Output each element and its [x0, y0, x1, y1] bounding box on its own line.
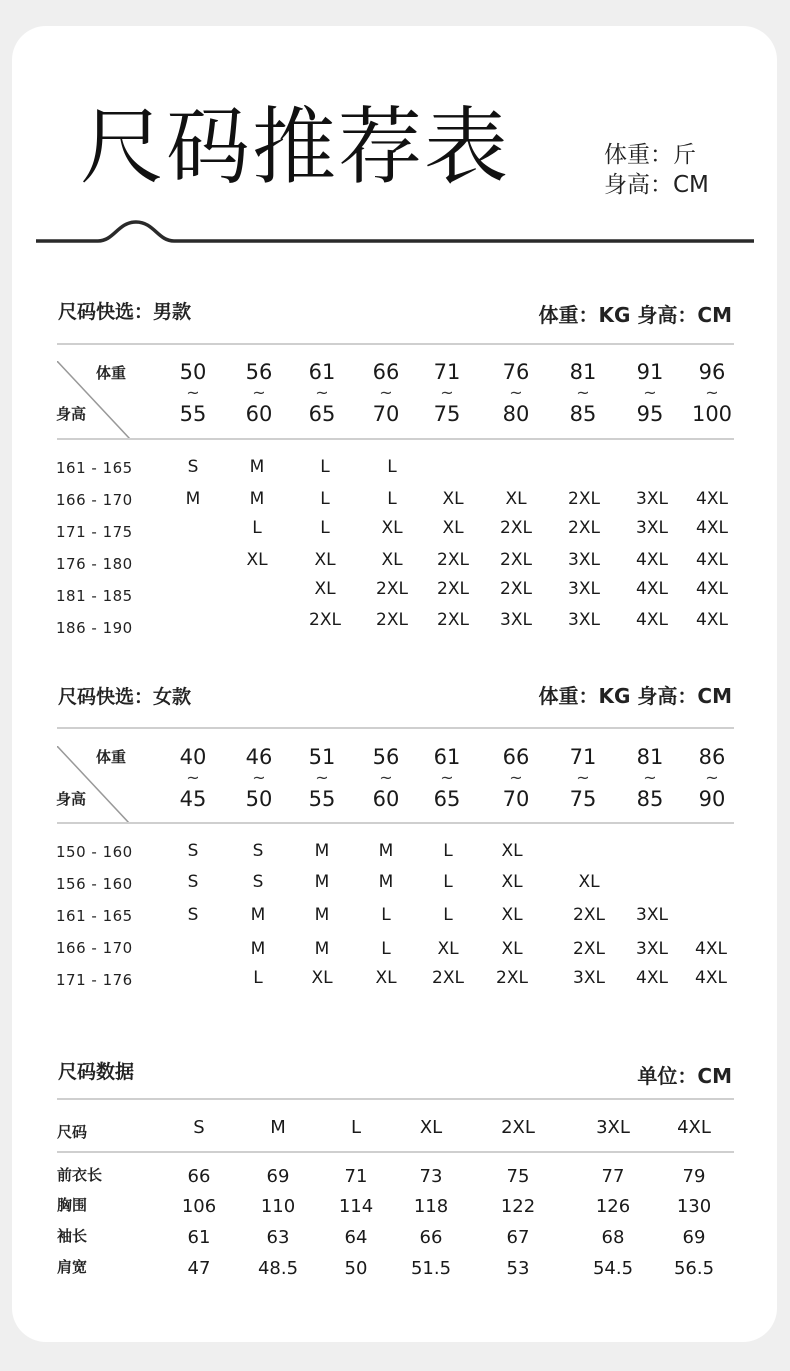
- women-size-cell: XL: [501, 939, 523, 959]
- women-weight-tilde: ~: [186, 768, 200, 787]
- women-weight-range: [682, 747, 742, 810]
- men-weight-min: 91: [636, 360, 664, 384]
- women-weight-min: 46: [245, 745, 273, 769]
- men-weight-tilde: ~: [705, 383, 719, 402]
- women-size-cell: 2XL: [432, 968, 464, 988]
- data-measurement-value: 67: [506, 1227, 530, 1248]
- data-measurement-value: 130: [676, 1196, 712, 1217]
- men-size-cell: 2XL: [437, 610, 469, 630]
- women-header-bottom-rule: [57, 822, 734, 824]
- women-size-cell: XL: [501, 905, 523, 925]
- data-measurement-value: 48.5: [257, 1258, 299, 1279]
- men-height-range-label: 171 - 175: [56, 523, 133, 541]
- women-size-cell: S: [252, 841, 264, 861]
- data-measurement-value: 73: [419, 1166, 443, 1187]
- men-weight-range: [486, 362, 546, 425]
- data-size-column-header: L: [350, 1117, 362, 1138]
- data-measurement-label: 胸围: [57, 1196, 88, 1214]
- women-height-range-label: 150 - 160: [56, 843, 133, 861]
- women-weight-range: [553, 747, 613, 810]
- men-height-range-label: 176 - 180: [56, 555, 133, 573]
- women-size-cell: XL: [501, 872, 523, 892]
- women-height-range-label: 161 - 165: [56, 907, 133, 925]
- data-measurement-label: 肩宽: [57, 1258, 88, 1276]
- women-weight-max: 75: [569, 787, 597, 811]
- data-measurement-label: 袖长: [57, 1227, 88, 1245]
- women-size-cell: 3XL: [573, 968, 605, 988]
- women-weight-tilde: ~: [252, 768, 266, 787]
- men-size-cell: 4XL: [696, 610, 728, 630]
- men-size-cell: 2XL: [309, 610, 341, 630]
- data-size-label: 尺码: [57, 1123, 88, 1141]
- women-height-axis-label: 身高: [56, 790, 87, 808]
- women-size-cell: 2XL: [496, 968, 528, 988]
- women-weight-min: 81: [636, 745, 664, 769]
- women-weight-range: [229, 747, 289, 810]
- women-size-cell: XL: [311, 968, 333, 988]
- men-size-cell: M: [249, 457, 265, 477]
- data-measurement-value: 69: [682, 1227, 706, 1248]
- men-size-cell: 4XL: [636, 579, 668, 599]
- women-size-cell: L: [253, 968, 263, 988]
- women-weight-min: 71: [569, 745, 597, 769]
- women-size-cell: 3XL: [636, 905, 668, 925]
- data-size-column-header: 3XL: [596, 1117, 630, 1138]
- women-weight-max: 90: [698, 787, 726, 811]
- women-size-cell: M: [250, 905, 266, 925]
- women-weight-max: 55: [308, 787, 336, 811]
- men-weight-range: [682, 362, 742, 425]
- data-measurement-value: 114: [338, 1196, 374, 1217]
- men-size-cell: 3XL: [636, 489, 668, 509]
- women-weight-range: [486, 747, 546, 810]
- women-weight-min: 56: [372, 745, 400, 769]
- men-weight-tilde: ~: [186, 383, 200, 402]
- men-size-cell: XL: [314, 550, 336, 570]
- data-measurement-value: 75: [506, 1166, 530, 1187]
- women-size-cell: XL: [437, 939, 459, 959]
- men-size-cell: 3XL: [568, 550, 600, 570]
- women-section-unit: 体重：KG 身高：CM: [538, 684, 732, 708]
- men-size-cell: 2XL: [437, 579, 469, 599]
- men-size-cell: 2XL: [568, 489, 600, 509]
- header-divider-wave: [36, 210, 756, 250]
- men-height-range-label: 166 - 170: [56, 491, 133, 509]
- women-weight-tilde: ~: [509, 768, 523, 787]
- women-weight-tilde: ~: [576, 768, 590, 787]
- weight-unit-note: 体重：斤: [604, 142, 696, 168]
- women-size-cell: S: [252, 872, 264, 892]
- data-measurement-value: 71: [344, 1166, 368, 1187]
- men-height-axis-label: 身高: [56, 405, 87, 423]
- women-size-cell: L: [381, 939, 391, 959]
- men-size-cell: L: [387, 489, 397, 509]
- women-size-cell: XL: [501, 841, 523, 861]
- women-size-cell: L: [443, 872, 453, 892]
- men-weight-tilde: ~: [440, 383, 454, 402]
- men-size-cell: L: [387, 457, 397, 477]
- data-measurement-value: 79: [682, 1166, 706, 1187]
- men-size-cell: L: [252, 518, 262, 538]
- men-weight-min: 81: [569, 360, 597, 384]
- data-measurement-value: 66: [187, 1166, 211, 1187]
- men-height-range-label: 181 - 185: [56, 587, 133, 605]
- men-size-cell: M: [185, 489, 201, 509]
- men-size-cell: XL: [442, 489, 464, 509]
- women-size-cell: L: [443, 841, 453, 861]
- men-weight-max: 75: [433, 402, 461, 426]
- women-size-cell: 2XL: [573, 939, 605, 959]
- women-weight-tilde: ~: [440, 768, 454, 787]
- men-weight-min: 61: [308, 360, 336, 384]
- men-size-cell: 3XL: [636, 518, 668, 538]
- men-weight-tilde: ~: [315, 383, 329, 402]
- women-weight-tilde: ~: [379, 768, 393, 787]
- men-size-cell: 4XL: [636, 550, 668, 570]
- data-measurement-value: 106: [181, 1196, 217, 1217]
- women-size-cell: M: [314, 872, 330, 892]
- men-weight-min: 96: [698, 360, 726, 384]
- men-weight-max: 60: [245, 402, 273, 426]
- data-measurement-value: 66: [419, 1227, 443, 1248]
- women-weight-range: [292, 747, 352, 810]
- men-size-cell: 3XL: [500, 610, 532, 630]
- men-size-cell: XL: [381, 550, 403, 570]
- men-weight-min: 76: [502, 360, 530, 384]
- women-size-cell: M: [314, 905, 330, 925]
- men-weight-tilde: ~: [379, 383, 393, 402]
- men-size-cell: 3XL: [568, 610, 600, 630]
- men-size-cell: XL: [505, 489, 527, 509]
- women-size-cell: S: [187, 841, 199, 861]
- women-weight-range: [163, 747, 223, 810]
- women-size-cell: 4XL: [636, 968, 668, 988]
- data-measurement-value: 64: [344, 1227, 368, 1248]
- women-weight-min: 40: [179, 745, 207, 769]
- women-size-cell: S: [187, 905, 199, 925]
- men-size-cell: XL: [314, 579, 336, 599]
- women-weight-max: 45: [179, 787, 207, 811]
- data-size-column-header: 4XL: [677, 1117, 711, 1138]
- data-size-column-header: S: [193, 1117, 205, 1138]
- men-size-cell: 3XL: [568, 579, 600, 599]
- data-measurement-value: 118: [413, 1196, 449, 1217]
- women-weight-min: 66: [502, 745, 530, 769]
- men-size-cell: 4XL: [696, 518, 728, 538]
- women-weight-min: 61: [433, 745, 461, 769]
- women-size-cell: XL: [578, 872, 600, 892]
- men-weight-range: [553, 362, 613, 425]
- men-weight-range: [356, 362, 416, 425]
- women-weight-range: [356, 747, 416, 810]
- women-weight-range: [620, 747, 680, 810]
- women-size-cell: 3XL: [636, 939, 668, 959]
- women-header-top-rule: [57, 727, 734, 729]
- men-weight-range: [292, 362, 352, 425]
- data-measurement-label: 前衣长: [57, 1166, 103, 1184]
- men-size-cell: 2XL: [500, 579, 532, 599]
- men-size-cell: M: [249, 489, 265, 509]
- women-size-cell: M: [250, 939, 266, 959]
- data-section-title: 尺码数据: [58, 1061, 135, 1083]
- men-header-top-rule: [57, 343, 734, 345]
- men-size-cell: S: [187, 457, 199, 477]
- men-weight-range: [229, 362, 289, 425]
- data-measurement-value: 110: [260, 1196, 296, 1217]
- men-weight-max: 100: [691, 402, 733, 426]
- men-weight-tilde: ~: [252, 383, 266, 402]
- data-measurement-value: 53: [506, 1258, 530, 1279]
- men-weight-max: 70: [372, 402, 400, 426]
- data-measurement-value: 54.5: [592, 1258, 634, 1279]
- men-weight-tilde: ~: [576, 383, 590, 402]
- women-size-cell: XL: [375, 968, 397, 988]
- women-weight-tilde: ~: [705, 768, 719, 787]
- women-size-cell: S: [187, 872, 199, 892]
- men-size-cell: 2XL: [500, 518, 532, 538]
- men-weight-axis-label: 体重: [96, 364, 127, 382]
- women-weight-max: 70: [502, 787, 530, 811]
- data-measurement-value: 68: [601, 1227, 625, 1248]
- women-weight-tilde: ~: [315, 768, 329, 787]
- women-height-range-label: 156 - 160: [56, 875, 133, 893]
- men-size-cell: 4XL: [636, 610, 668, 630]
- women-height-range-label: 166 - 170: [56, 939, 133, 957]
- women-section-title: 尺码快选：女款: [58, 686, 192, 708]
- men-size-cell: 2XL: [500, 550, 532, 570]
- data-header-top-rule: [57, 1098, 734, 1100]
- men-size-cell: XL: [381, 518, 403, 538]
- women-weight-axis-label: 体重: [96, 748, 127, 766]
- men-weight-tilde: ~: [509, 383, 523, 402]
- women-weight-tilde: ~: [643, 768, 657, 787]
- women-weight-range: [417, 747, 477, 810]
- men-size-cell: 2XL: [437, 550, 469, 570]
- men-weight-max: 85: [569, 402, 597, 426]
- women-weight-max: 50: [245, 787, 273, 811]
- men-size-cell: 4XL: [696, 489, 728, 509]
- height-unit-note: 身高：CM: [604, 172, 709, 198]
- women-weight-max: 85: [636, 787, 664, 811]
- data-size-column-header: XL: [419, 1117, 443, 1138]
- data-measurement-value: 47: [187, 1258, 211, 1279]
- women-size-cell: M: [378, 872, 394, 892]
- men-section-title: 尺码快选：男款: [58, 301, 192, 323]
- women-height-range-label: 171 - 176: [56, 971, 133, 989]
- data-measurement-value: 69: [266, 1166, 290, 1187]
- men-size-cell: XL: [246, 550, 268, 570]
- men-height-range-label: 161 - 165: [56, 459, 133, 477]
- women-size-cell: L: [381, 905, 391, 925]
- women-size-cell: 4XL: [695, 968, 727, 988]
- data-section-unit: 单位：CM: [637, 1064, 732, 1088]
- women-weight-min: 51: [308, 745, 336, 769]
- men-weight-tilde: ~: [643, 383, 657, 402]
- data-size-column-header: 2XL: [501, 1117, 535, 1138]
- women-size-cell: 2XL: [573, 905, 605, 925]
- data-measurement-value: 51.5: [410, 1258, 452, 1279]
- men-section-unit: 体重：KG 身高：CM: [538, 303, 732, 327]
- men-weight-range: [620, 362, 680, 425]
- women-size-cell: M: [314, 939, 330, 959]
- data-measurement-value: 126: [595, 1196, 631, 1217]
- men-size-cell: L: [320, 457, 330, 477]
- women-size-cell: M: [314, 841, 330, 861]
- men-height-range-label: 186 - 190: [56, 619, 133, 637]
- men-size-cell: 2XL: [376, 579, 408, 599]
- men-header-bottom-rule: [57, 438, 734, 440]
- men-size-cell: 2XL: [376, 610, 408, 630]
- men-weight-min: 56: [245, 360, 273, 384]
- men-weight-max: 95: [636, 402, 664, 426]
- men-weight-min: 71: [433, 360, 461, 384]
- men-weight-min: 66: [372, 360, 400, 384]
- women-size-cell: 4XL: [695, 939, 727, 959]
- men-weight-range: [163, 362, 223, 425]
- data-size-column-header: M: [270, 1117, 286, 1138]
- data-measurement-value: 50: [344, 1258, 368, 1279]
- men-size-cell: L: [320, 489, 330, 509]
- men-size-cell: 4XL: [696, 579, 728, 599]
- data-header-bottom-rule: [57, 1151, 734, 1153]
- women-weight-min: 86: [698, 745, 726, 769]
- women-weight-max: 65: [433, 787, 461, 811]
- data-measurement-value: 61: [187, 1227, 211, 1248]
- men-weight-min: 50: [179, 360, 207, 384]
- men-size-cell: L: [320, 518, 330, 538]
- men-size-cell: 2XL: [568, 518, 600, 538]
- women-size-cell: L: [443, 905, 453, 925]
- women-weight-max: 60: [372, 787, 400, 811]
- men-weight-max: 55: [179, 402, 207, 426]
- men-weight-range: [417, 362, 477, 425]
- men-size-cell: XL: [442, 518, 464, 538]
- men-size-cell: 4XL: [696, 550, 728, 570]
- data-measurement-value: 122: [500, 1196, 536, 1217]
- women-size-cell: M: [378, 841, 394, 861]
- men-weight-max: 65: [308, 402, 336, 426]
- page-title: 尺码推荐表: [80, 98, 511, 196]
- data-measurement-value: 56.5: [673, 1258, 715, 1279]
- men-weight-max: 80: [502, 402, 530, 426]
- data-measurement-value: 77: [601, 1166, 625, 1187]
- data-measurement-value: 63: [266, 1227, 290, 1248]
